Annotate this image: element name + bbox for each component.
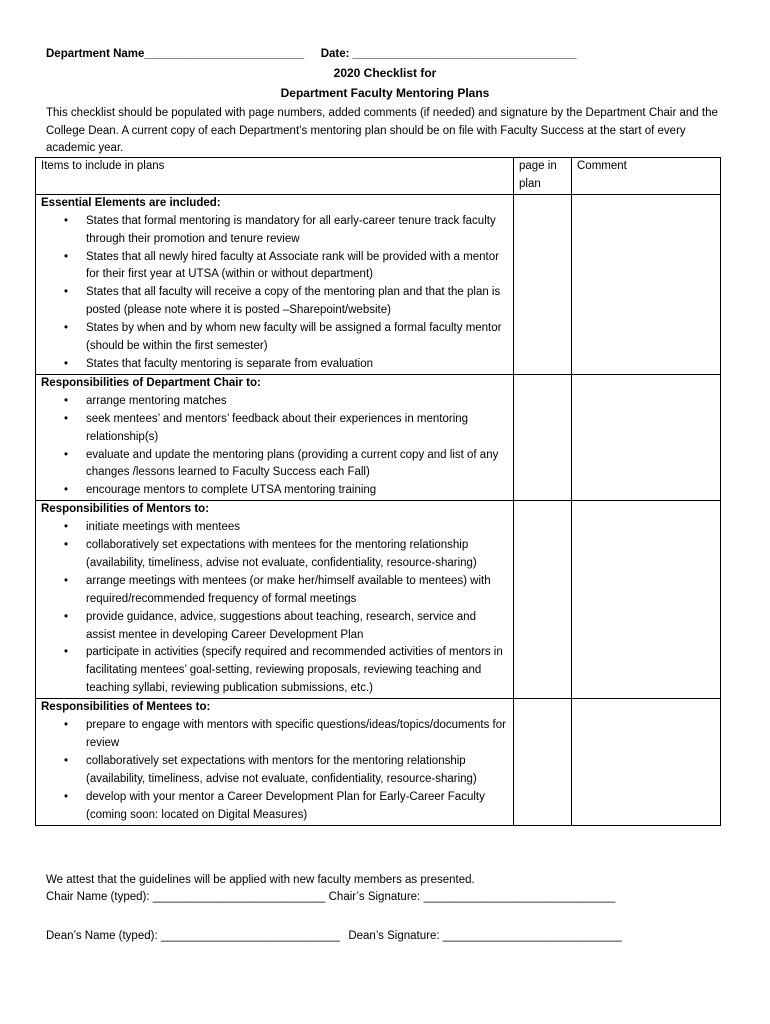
- comment-cell[interactable]: [572, 699, 721, 825]
- list-item: • participate in activities (specify required and recommended activities of mentors in facilitating mentees’ goal-setting, reviewing proposals, reviewing teaching and teaching syllabi, reviewing publication submissions, etc.): [86, 644, 508, 698]
- section-heading: Responsibilities of Mentors to:: [41, 503, 210, 516]
- header-items: Items to include in plans: [36, 158, 514, 195]
- header-comment: Comment: [572, 158, 721, 195]
- comment-cell[interactable]: [572, 501, 721, 699]
- list-item: • arrange mentoring matches: [86, 393, 508, 411]
- page-in-plan-cell[interactable]: [514, 501, 572, 699]
- list-item: • States that all newly hired faculty at Associate rank will be provided with a mentor for their first year at UTSA (within or without department): [86, 249, 508, 285]
- chair-signature-field[interactable]: Chair’s Signature: ______________________________: [328, 891, 616, 903]
- header-line: [46, 46, 577, 64]
- list-item: • encourage mentors to complete UTSA mentoring training: [86, 482, 508, 500]
- page-in-plan-cell[interactable]: [514, 194, 572, 374]
- item-list: [41, 519, 508, 698]
- list-item: • prepare to engage with mentors with specific questions/ideas/topics/documents for review: [86, 717, 508, 753]
- table-header-row: [36, 158, 721, 195]
- list-item: • provide guidance, advice, suggestions about teaching, research, service and assist mentee in developing Career Development Plan: [86, 609, 508, 645]
- section-cell: [36, 699, 514, 825]
- list-item: • arrange meetings with mentees (or make her/himself available to mentees) with required/recommended frequency of formal meetings: [86, 573, 508, 609]
- list-item: • evaluate and update the mentoring plans (providing a current copy and list of any changes /lessons learned to Faculty Success each Fall): [86, 447, 508, 483]
- department-name-field: Department Name_________________________: [46, 48, 305, 60]
- section-cell: [36, 374, 514, 500]
- item-list: [41, 717, 508, 824]
- list-item: • collaboratively set expectations with mentors for the mentoring relationship (availability, timeliness, advise not evaluate, confidentiality, resource-sharing): [86, 753, 508, 789]
- list-item: • develop with your mentor a Career Development Plan for Early-Career Faculty (coming soon: located on Digital Measures): [86, 789, 508, 825]
- table-row: [36, 699, 721, 825]
- attestation-statement: We attest that the guidelines will be applied with new faculty members as presented.: [46, 874, 475, 886]
- list-item: • collaboratively set expectations with mentees for the mentoring relationship (availability, timeliness, advise not evaluate, confidentiality, resource-sharing): [86, 537, 508, 573]
- list-item: • States that faculty mentoring is separate from evaluation: [86, 356, 508, 374]
- item-list: [41, 213, 508, 374]
- list-item: • seek mentees’ and mentors’ feedback about their experiences in mentoring relationship(s): [86, 411, 508, 447]
- intro-paragraph: This checklist should be populated with page numbers, added comments (if needed) and signature by the Department Chair and the College Dean. A current copy of each Department’s mentoring plan should be on file with Faculty Success at the start of every academic year.: [46, 107, 718, 154]
- dean-signature-field[interactable]: Dean’s Signature: ____________________________: [348, 930, 622, 942]
- date-field: Date: ___________________________________: [320, 48, 577, 60]
- table-row: [36, 194, 721, 374]
- item-list: [41, 393, 508, 500]
- page-in-plan-cell[interactable]: [514, 374, 572, 500]
- section-heading: Essential Elements are included:: [41, 196, 221, 209]
- section-cell: [36, 501, 514, 699]
- comment-cell[interactable]: [572, 194, 721, 374]
- table-row: [36, 501, 721, 699]
- dean-name-field[interactable]: Dean’s Name (typed): ____________________________: [46, 930, 340, 942]
- chair-signature-line: [46, 889, 615, 907]
- list-item: • States by when and by whom new faculty will be assigned a formal faculty mentor (should be within the first semester): [86, 320, 508, 356]
- section-heading: Responsibilities of Mentees to:: [41, 701, 211, 714]
- section-heading: Responsibilities of Department Chair to:: [41, 376, 261, 389]
- header-page-in-plan: page in plan: [514, 158, 572, 195]
- table-row: [36, 374, 721, 500]
- list-item: • States that formal mentoring is mandatory for all early-career tenure track faculty through their promotion and tenure review: [86, 213, 508, 249]
- checklist-table: [35, 157, 721, 826]
- title-line-2: Department Faculty Mentoring Plans: [280, 86, 490, 100]
- dean-signature-line: [46, 928, 622, 946]
- page-in-plan-cell[interactable]: [514, 699, 572, 825]
- comment-cell[interactable]: [572, 374, 721, 500]
- chair-name-field[interactable]: Chair Name (typed): ___________________________: [46, 891, 326, 903]
- list-item: • initiate meetings with mentees: [86, 519, 508, 537]
- section-cell: [36, 194, 514, 374]
- list-item: • States that all faculty will receive a copy of the mentoring plan and that the plan is posted (please note where it is posted –Sharepoint/website): [86, 284, 508, 320]
- title-line-1: 2020 Checklist for: [333, 66, 437, 80]
